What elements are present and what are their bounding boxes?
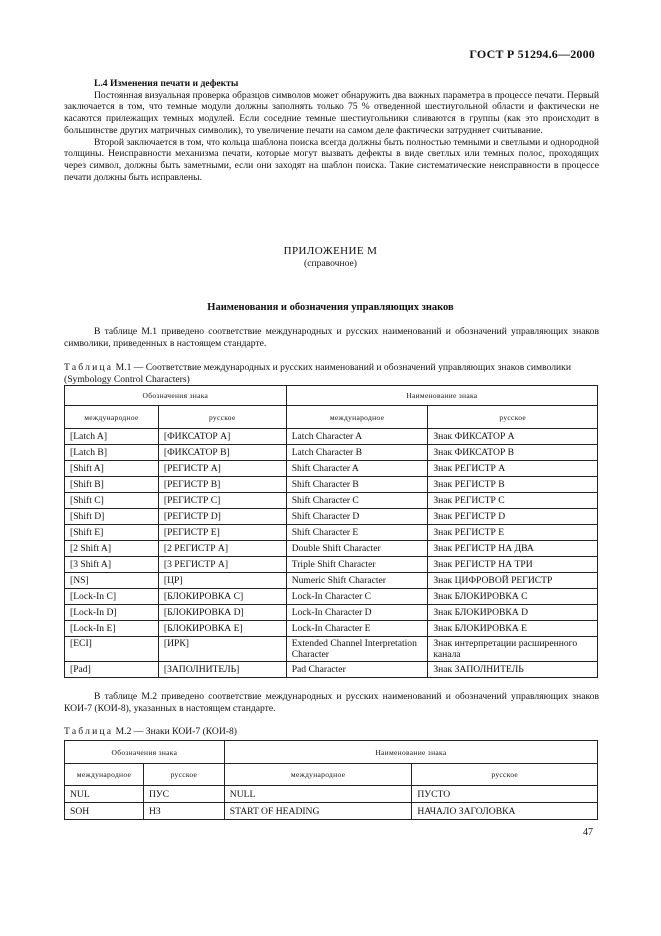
table-row <box>65 786 598 803</box>
table-cell: Знак БЛОКИРОВКА Е <box>428 621 598 637</box>
section-paragraph-2: Второй заключается в том, что кольца шаблона поиска всегда должны быть полностью темными и светлыми и однородной толщины. Неисправности механизма печати, которые могут вызвать дефекты в виде светлых или темных полос, проходящих через символ, должны быть заметными, если они заходят на шаблон поиска. Такие систематические неисправности в процессе печати должны быть исправлены. <box>64 136 599 183</box>
table-cell: Знак РЕГИСТР НА ТРИ <box>428 557 598 573</box>
table-cell: [Pad] <box>65 662 159 678</box>
table2-group-name: Наименование знака <box>224 741 597 764</box>
table2-col-intl-name: международное <box>224 764 412 786</box>
table-row <box>65 803 598 820</box>
table-cell: Pad Character <box>286 662 428 678</box>
table-cell: ПУСТО <box>412 786 598 803</box>
table2-caption-prefix: Таблица <box>64 726 114 737</box>
table-cell: [Lock-In E] <box>65 621 159 637</box>
table-row <box>65 429 598 445</box>
table-cell: Lock-In Character C <box>286 589 428 605</box>
table-cell: [ФИКСАТОР А] <box>158 429 286 445</box>
table-cell: Lock-In Character E <box>286 621 428 637</box>
section-l4 <box>64 78 599 183</box>
table2-col-intl-designation: международное <box>65 764 144 786</box>
table-cell: [ФИКСАТОР В] <box>158 445 286 461</box>
table-cell: Знак интерпретации расширенного канала <box>428 637 598 662</box>
table-row <box>65 557 598 573</box>
table-cell: [БЛОКИРОВКА Е] <box>158 621 286 637</box>
table1-col-rus-name: русское <box>428 406 598 429</box>
table-cell: SOH <box>65 803 144 820</box>
table-cell: Знак БЛОКИРОВКА D <box>428 605 598 621</box>
table-cell: Знак РЕГИСТР D <box>428 509 598 525</box>
table-row <box>65 525 598 541</box>
table-row <box>65 445 598 461</box>
table-cell: НЗ <box>143 803 224 820</box>
appendix-title: ПРИЛОЖЕНИЕ М <box>283 245 378 257</box>
table2-col-rus-name: русское <box>412 764 598 786</box>
standard-header: ГОСТ Р 51294.6—2000 <box>469 47 595 61</box>
table-cell: НАЧАЛО ЗАГОЛОВКА <box>412 803 598 820</box>
table-cell: [Lock-In C] <box>65 589 159 605</box>
table-row <box>65 493 598 509</box>
table-row <box>65 573 598 589</box>
section-paragraph-1: Постоянная визуальная проверка образцов символов может обнаружить два важных параметра в процессе печати. Первый заключается в том, что темные модули должны заполнять только 75 % отведенной шестиугольной области и фактически не касаются прилежащих темных модулей. Если соседние темные шестиугольники сливаются в группы (как это происходит в большинстве других матричных символик), то увеличение печати на самом деле фактически затрудняет считывание. <box>64 89 599 136</box>
table-cell: Numeric Shift Character <box>286 573 428 589</box>
table1-sub-header-row <box>65 406 598 429</box>
table2-caption <box>64 726 604 738</box>
table-cell: [Shift C] <box>65 493 159 509</box>
table-koi7-characters <box>64 740 598 820</box>
page-number: 47 <box>583 827 593 838</box>
table-row <box>65 541 598 557</box>
table-cell: [Shift E] <box>65 525 159 541</box>
table-row <box>65 605 598 621</box>
table-cell: Lock-In Character D <box>286 605 428 621</box>
table-cell: Double Shift Character <box>286 541 428 557</box>
table-cell: Extended Channel Interpretation Character <box>286 637 428 662</box>
table1-col-rus-designation: русское <box>158 406 286 429</box>
table-row <box>65 637 598 662</box>
table-row <box>65 662 598 678</box>
table-cell: Знак ЦИФРОВОЙ РЕГИСТР <box>428 573 598 589</box>
table-cell: Знак РЕГИСТР С <box>428 493 598 509</box>
table1-col-intl-designation: международное <box>65 406 159 429</box>
intro-paragraph-2: В таблице М.2 приведено соответствие международных и русских наименований и обозначений управляющих знаков КОИ-7 (КОИ-8), указанных в настоящем стандарте. <box>64 691 599 714</box>
table1-group-header-row <box>65 386 598 406</box>
table-row <box>65 589 598 605</box>
table-cell: [ЦР] <box>158 573 286 589</box>
table-cell: Shift Character A <box>286 461 428 477</box>
intro-paragraph-1: В таблице М.1 приведено соответствие международных и русских наименований и обозначений управляющих знаков символики, приведенных в настоящем стандарте. <box>64 326 599 349</box>
table-cell: [Shift B] <box>65 477 159 493</box>
table-cell: [NS] <box>65 573 159 589</box>
table2-col-rus-designation: русское <box>143 764 224 786</box>
table1-caption <box>64 362 604 385</box>
table-cell: Shift Character E <box>286 525 428 541</box>
table-cell: Shift Character D <box>286 509 428 525</box>
table-cell: [Shift D] <box>65 509 159 525</box>
table-cell: Shift Character B <box>286 477 428 493</box>
table-cell: [РЕГИСТР В] <box>158 477 286 493</box>
table-cell: [3 Shift A] <box>65 557 159 573</box>
table1-group-name: Наименование знака <box>286 386 597 406</box>
table-cell: [РЕГИСТР D] <box>158 509 286 525</box>
table-cell: [БЛОКИРОВКА С] <box>158 589 286 605</box>
main-heading: Наименования и обозначения управляющих знаков <box>207 302 454 313</box>
table-cell: Знак РЕГИСТР В <box>428 477 598 493</box>
table-row <box>65 621 598 637</box>
table-cell: Latch Character B <box>286 445 428 461</box>
table-cell: [РЕГИСТР С] <box>158 493 286 509</box>
table-control-characters <box>64 385 598 678</box>
table-cell: Знак ФИКСАТОР А <box>428 429 598 445</box>
table-row <box>65 477 598 493</box>
table-cell: [2 Shift A] <box>65 541 159 557</box>
table-cell: [ECI] <box>65 637 159 662</box>
table1-group-designation: Обозначения знака <box>65 386 287 406</box>
section-title: L.4 Изменения печати и дефекты <box>94 78 239 89</box>
table-cell: NUL <box>65 786 144 803</box>
table-cell: Triple Shift Character <box>286 557 428 573</box>
table-cell: [ЗАПОЛНИТЕЛЬ] <box>158 662 286 678</box>
table-cell: [ИРК] <box>158 637 286 662</box>
table-row <box>65 461 598 477</box>
table1-caption-text: М.1 — Соответствие международных и русских наименований и обозначений управляющих знаков символики (Symbology Control Characters) <box>64 362 571 385</box>
table2-group-designation: Обозначения знака <box>65 741 225 764</box>
appendix-heading <box>0 245 661 269</box>
table-cell: [3 РЕГИСТР А] <box>158 557 286 573</box>
table2-body <box>65 786 598 820</box>
table-cell: Shift Character C <box>286 493 428 509</box>
table-cell: [Shift A] <box>65 461 159 477</box>
table-cell: [РЕГИСТР Е] <box>158 525 286 541</box>
table2-sub-header-row <box>65 764 598 786</box>
table1-caption-prefix: Таблица <box>64 362 114 373</box>
table-cell: Знак БЛОКИРОВКА С <box>428 589 598 605</box>
table2-caption-text: М.2 — Знаки КОИ-7 (КОИ-8) <box>115 726 237 737</box>
appendix-subtitle: (справочное) <box>304 258 357 269</box>
table1-body <box>65 429 598 678</box>
table-cell: [БЛОКИРОВКА D] <box>158 605 286 621</box>
table-row <box>65 509 598 525</box>
table-cell: [РЕГИСТР А] <box>158 461 286 477</box>
table-cell: Знак ФИКСАТОР В <box>428 445 598 461</box>
table-cell: NULL <box>224 786 412 803</box>
table2-group-header-row <box>65 741 598 764</box>
table-cell: [2 РЕГИСТР А] <box>158 541 286 557</box>
table-cell: ПУС <box>143 786 224 803</box>
table-cell: Знак ЗАПОЛНИТЕЛЬ <box>428 662 598 678</box>
table-cell: [Latch B] <box>65 445 159 461</box>
table-cell: Знак РЕГИСТР Е <box>428 525 598 541</box>
table-cell: [Lock-In D] <box>65 605 159 621</box>
table1-col-intl-name: международное <box>286 406 428 429</box>
table-cell: Знак РЕГИСТР НА ДВА <box>428 541 598 557</box>
table-cell: Знак РЕГИСТР А <box>428 461 598 477</box>
table-cell: Latch Character A <box>286 429 428 445</box>
table-cell: [Latch A] <box>65 429 159 445</box>
table-cell: START OF HEADING <box>224 803 412 820</box>
